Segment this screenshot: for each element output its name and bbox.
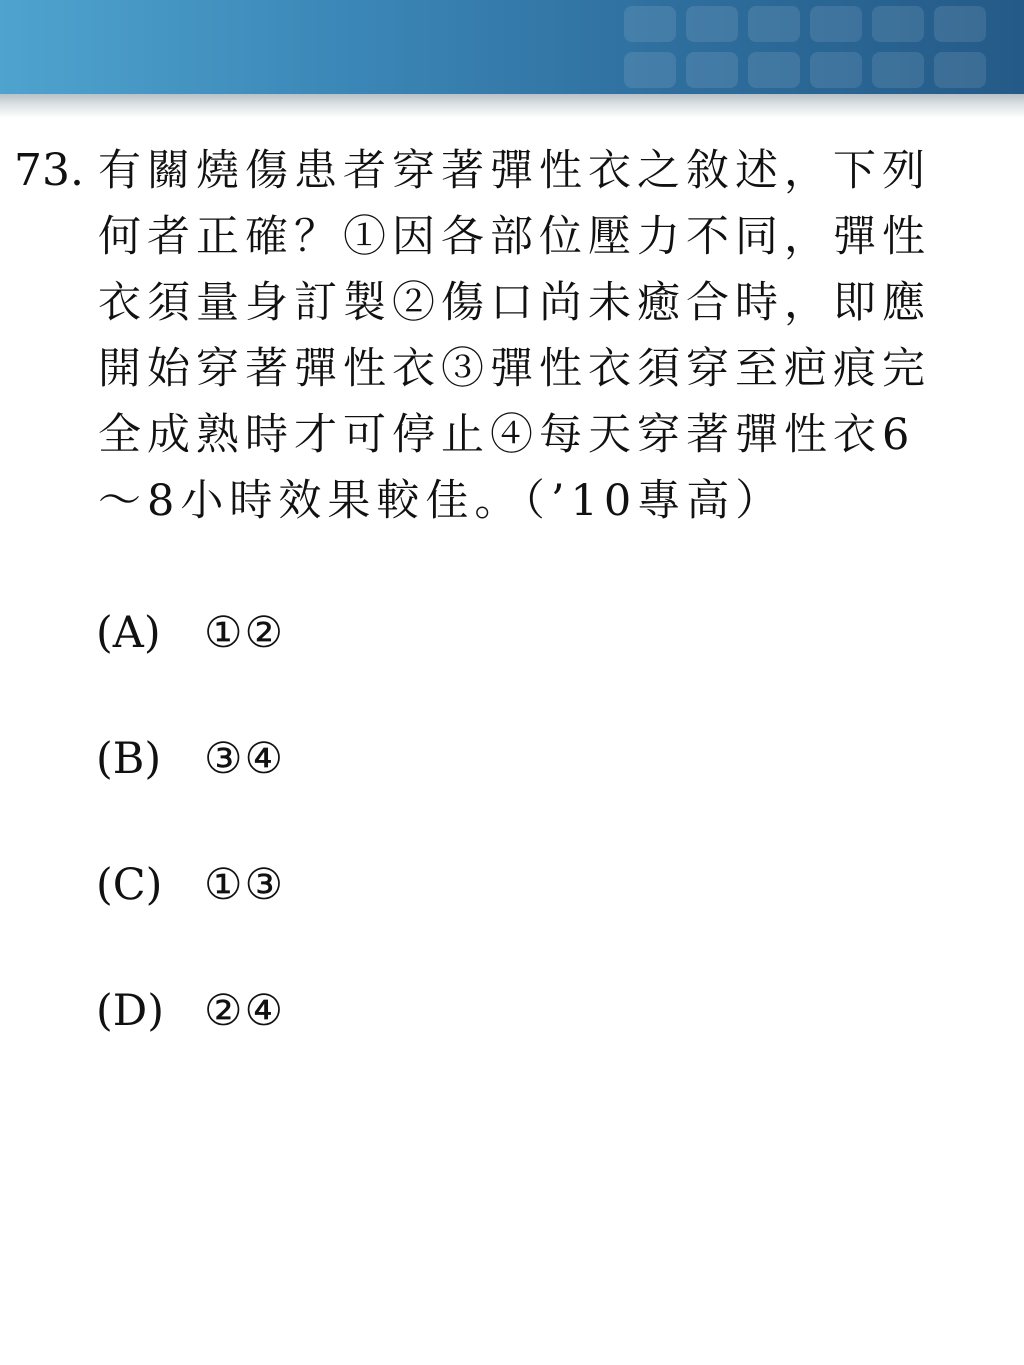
question-line: 開始穿著彈性衣③彈性衣須穿至疤痕完	[98, 344, 931, 394]
option-label: (C)	[96, 860, 163, 910]
option-a[interactable]	[96, 602, 285, 664]
option-value: ③④	[204, 734, 286, 784]
option-b[interactable]	[96, 728, 285, 790]
header-tile-decoration	[604, 0, 1024, 94]
option-label: (D)	[96, 986, 165, 1036]
question-number: 73.	[14, 145, 84, 196]
header-shadow	[0, 94, 1024, 118]
option-c[interactable]	[96, 854, 285, 916]
question-line: 衣須量身訂製②傷口尚未癒合時，即應	[98, 278, 931, 328]
question-line: 有關燒傷患者穿著彈性衣之敘述，下列	[98, 146, 931, 196]
answer-options	[96, 602, 285, 1106]
option-value: ②④	[204, 986, 286, 1036]
option-label: (A)	[96, 608, 161, 658]
question-text	[98, 138, 1004, 534]
header-banner	[0, 0, 1024, 94]
option-d[interactable]	[96, 980, 285, 1042]
question-line: 何者正確？①因各部位壓力不同，彈性	[98, 212, 931, 262]
question-block	[14, 138, 1014, 534]
option-value: ①③	[204, 860, 286, 910]
option-label: (B)	[96, 734, 162, 784]
question-line: ～8小時效果較佳。（’10專高）	[98, 476, 785, 526]
question-line: 全成熟時才可停止④每天穿著彈性衣6	[98, 410, 916, 460]
option-value: ①②	[204, 608, 286, 658]
